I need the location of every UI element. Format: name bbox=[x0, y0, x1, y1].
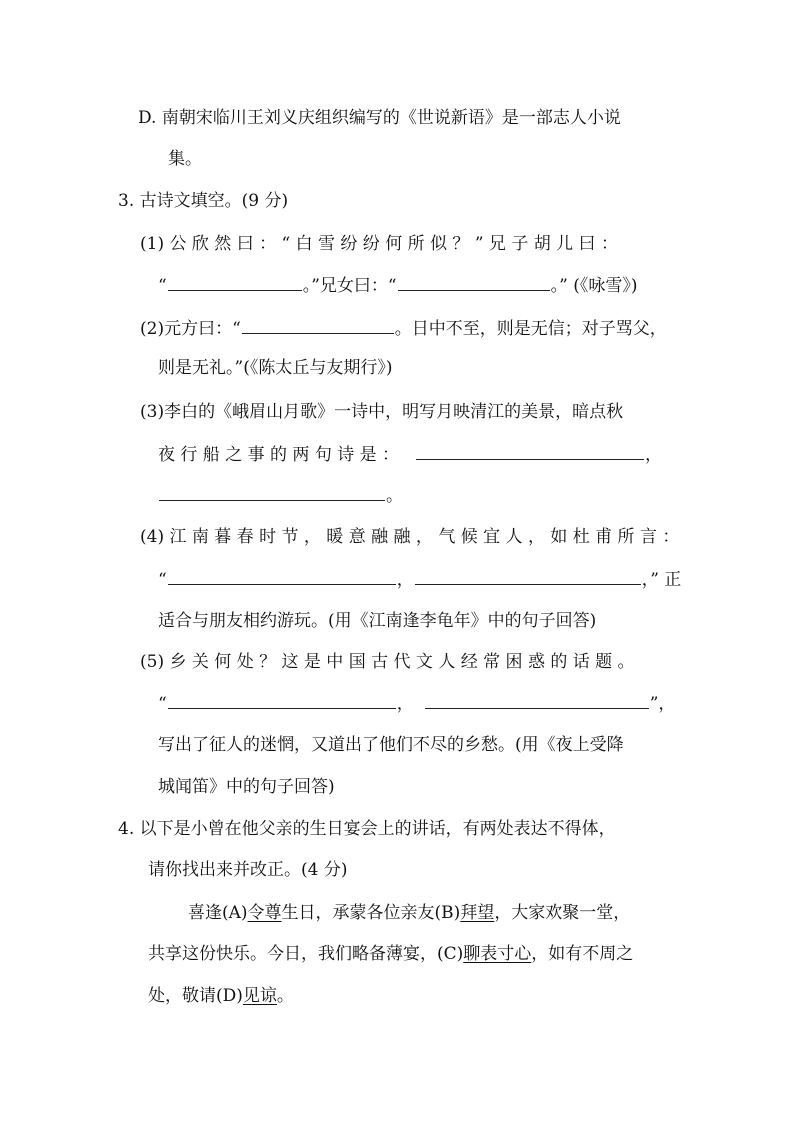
q3-s1-line1 bbox=[140, 233, 676, 255]
comma: ， bbox=[396, 694, 414, 714]
underlined-phrase-a: 令尊 bbox=[247, 903, 282, 923]
question-3-title: 3. 古诗文填空。(9 分) bbox=[118, 191, 289, 211]
underlined-phrase-b: 拜望 bbox=[460, 903, 495, 923]
close-quote: ，” 正 bbox=[641, 570, 682, 590]
q3-s1-line2 bbox=[158, 274, 637, 297]
q3-s3-line1: (3)李白的《峨眉山月歌》一诗中，明写月映清江的美景，暗点秋 bbox=[140, 402, 624, 422]
speech-text: ，大家欢聚一堂， bbox=[494, 903, 631, 923]
q3-s1-end: 。” (《咏雪》) bbox=[550, 276, 638, 296]
open-quote: “ bbox=[158, 694, 167, 714]
speech-line3 bbox=[148, 985, 294, 1007]
option-d-line2: 集。 bbox=[168, 149, 202, 169]
underlined-phrase-c: 聊表寸心 bbox=[463, 944, 532, 964]
answer-blank-9[interactable] bbox=[425, 692, 649, 709]
q3-s2-pre: (2)元方曰：“ bbox=[140, 319, 241, 339]
speech-text: 喜逢(A) bbox=[188, 903, 248, 923]
answer-blank-2[interactable] bbox=[398, 274, 550, 291]
comma: ， bbox=[645, 445, 663, 465]
underlined-phrase-d: 见谅 bbox=[242, 986, 277, 1006]
answer-blank-3[interactable] bbox=[242, 317, 394, 334]
question-4-line2: 请你找出来并改正。(4 分) bbox=[148, 860, 348, 880]
speech-text: 生日，承蒙各位亲友(B) bbox=[281, 903, 461, 923]
question-4-line1: 4. 以下是小曾在他父亲的生日宴会上的讲话，有两处表达不得体， bbox=[118, 819, 616, 839]
q3-s1-mid: 。”兄女曰：“ bbox=[302, 276, 397, 296]
answer-blank-8[interactable] bbox=[168, 692, 396, 709]
q3-s3-line2 bbox=[158, 443, 662, 466]
period: 。 bbox=[386, 486, 403, 506]
speech-text: 共享这份快乐。今日，我们略备薄宴，(C) bbox=[148, 944, 464, 964]
q3-s1-line1-text: (1) 公 欣 然 曰 ： “ 白 雪 纷 纷 何 所 似 ？ ” 兄 子 胡 儿 曰 ： bbox=[140, 234, 618, 254]
q3-s2-post: 。日中不至，则是无信；对子骂父， bbox=[394, 319, 667, 339]
speech-text: 。 bbox=[276, 986, 294, 1006]
answer-blank-7[interactable] bbox=[415, 568, 641, 585]
q3-s5-line1: (5) 乡 关 何 处 ？ 这 是 中 国 古 代 文 人 经 常 困 惑 的 话 题 。 bbox=[140, 652, 635, 672]
q3-s4-line2 bbox=[158, 568, 681, 591]
q3-s2-line1 bbox=[140, 317, 667, 340]
open-quote: “ bbox=[158, 276, 167, 296]
q3-s3-line2-text: 夜 行 船 之 事 的 两 句 诗 是 ： bbox=[158, 445, 400, 465]
answer-blank-1[interactable] bbox=[168, 274, 302, 291]
q3-s4-line3: 适合与朋友相约游玩。(用《江南逢李龟年》中的句子回答) bbox=[158, 611, 597, 631]
open-quote: “ bbox=[158, 570, 167, 590]
close-quote: ”， bbox=[649, 694, 676, 714]
speech-text: ，如有不周之 bbox=[531, 944, 634, 964]
answer-blank-5[interactable] bbox=[159, 484, 385, 501]
q3-s3-line3 bbox=[158, 484, 403, 507]
answer-blank-4[interactable] bbox=[416, 443, 644, 460]
q3-s5-line3: 写出了征人的迷惘，又道出了他们不尽的乡愁。(用《夜上受降 bbox=[158, 735, 624, 755]
q3-s5-line4: 城闻笛》中的句子回答) bbox=[158, 777, 335, 797]
answer-blank-6[interactable] bbox=[168, 568, 396, 585]
speech-line2 bbox=[148, 943, 633, 965]
q3-s5-line2 bbox=[158, 692, 675, 715]
speech-line1 bbox=[188, 902, 630, 924]
speech-text: 处，敬请(D) bbox=[148, 986, 243, 1006]
option-d-line1: D. 南朝宋临川王刘义庆组织编写的《世说新语》是一部志人小说 bbox=[138, 108, 621, 128]
q3-s2-line2: 则是无礼。”(《陈太丘与友期行》) bbox=[158, 358, 393, 378]
comma: ， bbox=[396, 570, 414, 590]
q3-s4-line1: (4) 江 南 暮 春 时 节 ， 暖 意 融 融 ， 气 候 宜 人 ， 如 杜 甫 所 言 ： bbox=[140, 527, 680, 547]
